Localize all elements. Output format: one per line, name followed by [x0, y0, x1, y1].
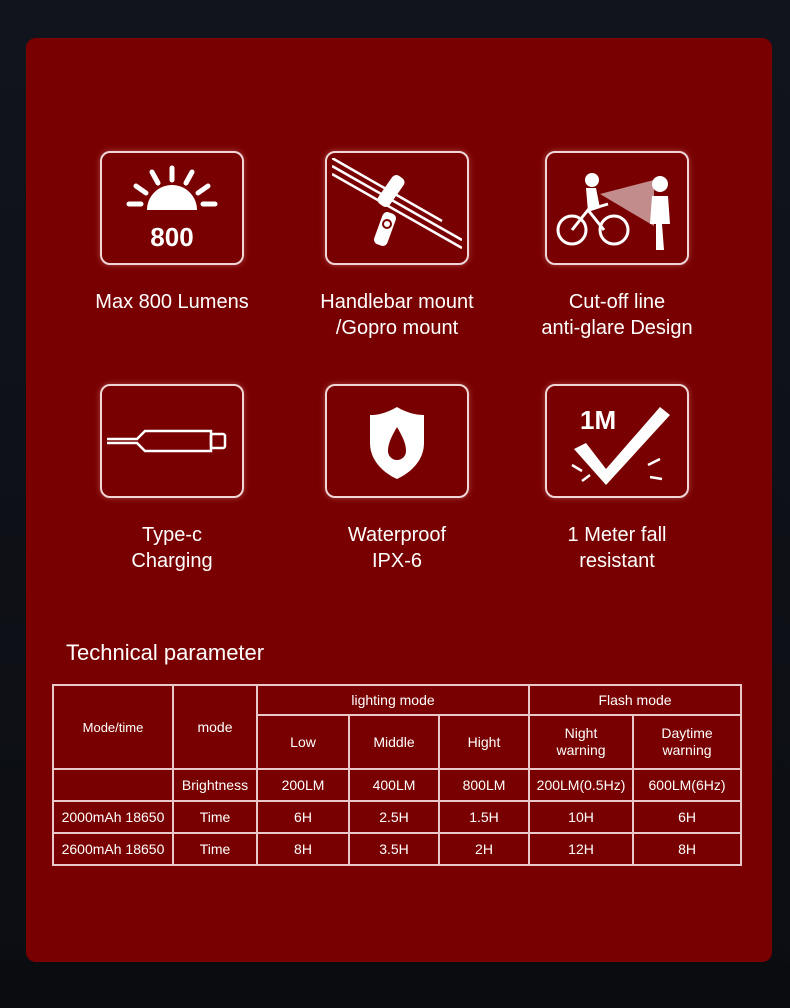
table-cell: 800LM	[439, 769, 529, 801]
table-cell: 6H	[257, 801, 349, 833]
col-header: Low	[257, 715, 349, 769]
cyclist-beam-icon	[545, 151, 689, 265]
type-c-cable-icon	[100, 384, 244, 498]
section-title: Technical parameter	[66, 640, 265, 665]
col-header: Daytime warning	[633, 715, 741, 769]
table-cell: 8H	[633, 833, 741, 865]
parameter-table	[52, 684, 742, 866]
table-row	[53, 833, 741, 865]
feature-lumens	[62, 151, 282, 315]
feature-label: Handlebar mount /Gopro mount	[320, 291, 474, 339]
svg-text:1M: 1M	[580, 405, 617, 435]
row-mode: Brightness	[173, 769, 257, 801]
col-header: Hight	[439, 715, 529, 769]
table-cell: 600LM(6Hz)	[633, 769, 741, 801]
feature-label: Waterproof IPX-6	[347, 524, 447, 572]
bottom-separator	[0, 962, 790, 1008]
row-mode: Time	[173, 801, 257, 833]
row-label: 2000mAh 18650	[53, 801, 173, 833]
table-cell: 10H	[529, 801, 633, 833]
sun-800-icon	[100, 151, 244, 265]
header-mode-time: Mode/time	[53, 685, 173, 769]
feature-fall	[507, 384, 727, 574]
feature-label: Max 800 Lumens	[95, 291, 249, 313]
handlebar-mount-icon	[325, 151, 469, 265]
feature-mount	[287, 151, 507, 341]
table-cell: 8H	[257, 833, 349, 865]
feature-waterproof	[287, 384, 507, 574]
header-mode: mode	[173, 685, 257, 769]
table-cell: 2H	[439, 833, 529, 865]
feature-label: 1 Meter fall resistant	[567, 524, 667, 572]
table-cell: 12H	[529, 833, 633, 865]
row-label: 2600mAh 18650	[53, 833, 173, 865]
col-header: Night warning	[529, 715, 633, 769]
table-cell: 3.5H	[349, 833, 439, 865]
row-mode: Time	[173, 833, 257, 865]
table-cell: 400LM	[349, 769, 439, 801]
feature-label: Cut-off line anti-glare Design	[541, 291, 693, 339]
feature-panel	[26, 38, 772, 962]
header-lighting-mode: lighting mode	[257, 685, 529, 715]
water-drop-shield-icon	[325, 384, 469, 498]
table-cell: 200LM	[257, 769, 349, 801]
table-row	[53, 769, 741, 801]
feature-label: Type-c Charging	[131, 524, 213, 572]
table-cell: 200LM(0.5Hz)	[529, 769, 633, 801]
table-cell: 1.5H	[439, 801, 529, 833]
table-row	[53, 685, 741, 715]
col-header: Middle	[349, 715, 439, 769]
header-flash-mode: Flash mode	[529, 685, 741, 715]
table-row	[53, 801, 741, 833]
feature-charging	[62, 384, 282, 574]
table-cell: 2.5H	[349, 801, 439, 833]
fall-check-icon	[545, 384, 689, 498]
feature-cutoff	[507, 151, 727, 341]
row-label	[53, 769, 173, 801]
svg-text:800: 800	[150, 222, 194, 252]
table-cell: 6H	[633, 801, 741, 833]
